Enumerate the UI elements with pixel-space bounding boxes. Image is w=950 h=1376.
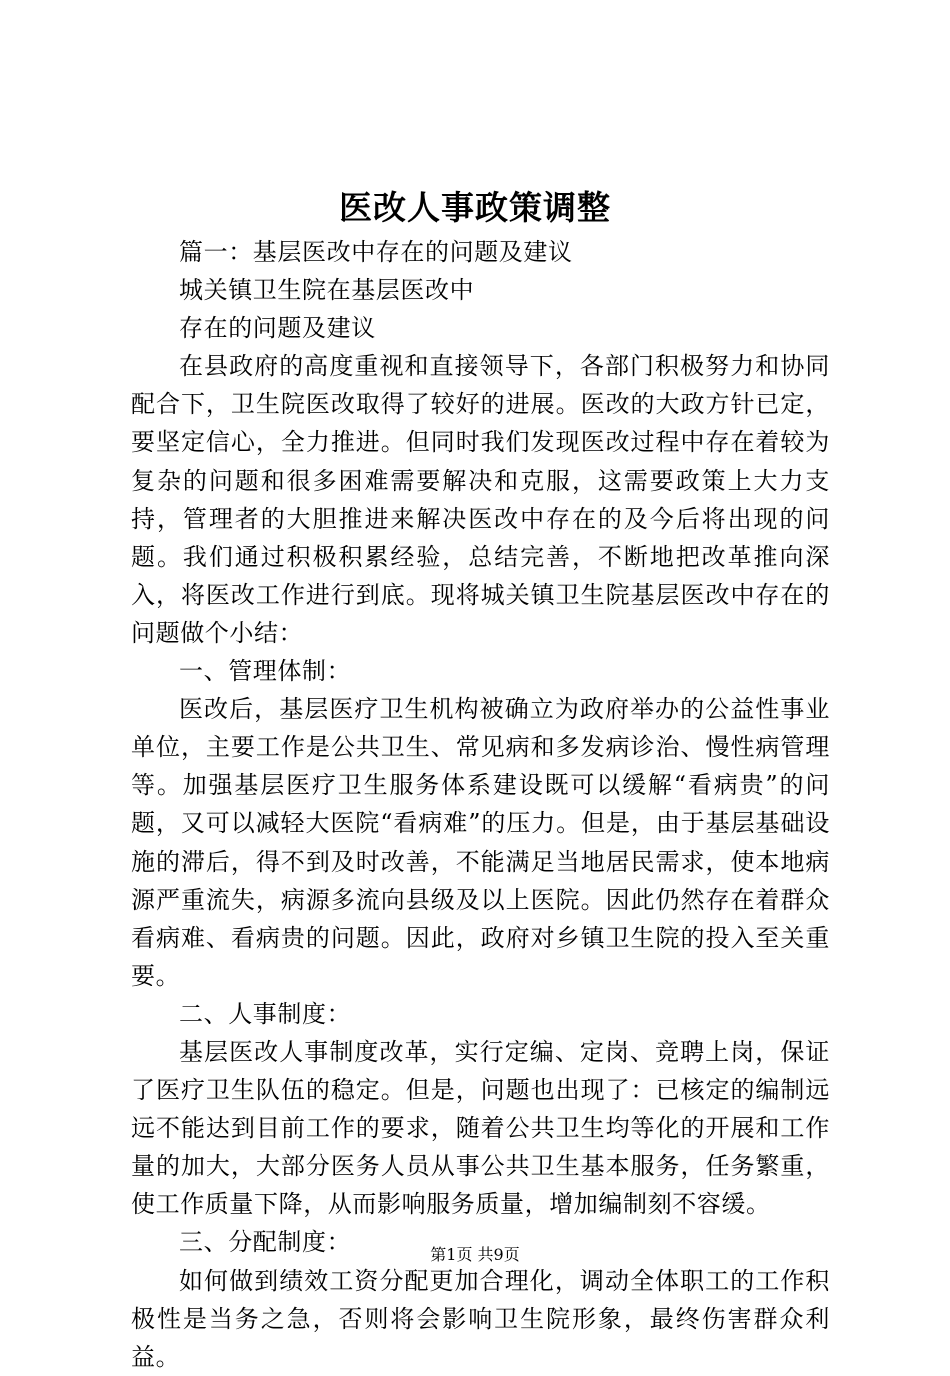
- article-heading-line-1: 城关镇卫生院在基层医改中: [179, 276, 475, 305]
- management-system-paragraph: 医改后，基层医疗卫生机构被确立为政府举办的公益性事业单位，主要工作是公共卫生、常见病和多发病诊治、慢性病管理等。加强基层医疗卫生服务体系建设既可以缓解“看病贵”的问题，又可以减轻大医院“看病难”的压力。但是，由于基层基础设施的滞后，得不到及时改善，不能满足当地居民需求，使本地病源严重流失，病源多流向县级及以上医院。因此仍然存在着群众看病难、看病贵的问题。因此，政府对乡镇卫生院的投入至关重要。: [131, 695, 830, 990]
- article-heading-line-2: 存在的问题及建议: [179, 314, 376, 343]
- document-title: 医改人事政策调整: [339, 188, 611, 227]
- subheading-personnel-system: 二、人事制度：: [179, 999, 352, 1028]
- subheading-distribution-system: 三、分配制度：: [179, 1228, 352, 1257]
- distribution-system-paragraph: 如何做到绩效工资分配更加合理化，调动全体职工的工作积极性是当务之急，否则将会影响卫生院形象，最终伤害群众利益。: [131, 1266, 830, 1371]
- intro-paragraph: 在县政府的高度重视和直接领导下，各部门积极努力和协同配合下，卫生院医改取得了较好的进展。医改的大政方针已定，要坚定信心，全力推进。但同时我们发现医改过程中存在着较为复杂的问题和很多困难需要解决和克服，这需要政策上大力支持，管理者的大胆推进来解决医改中存在的及今后将出现的问题。我们通过积极积累经验，总结完善，不断地把改革推向深入，将医改工作进行到底。现将城关镇卫生院基层医改中存在的问题做个小结：: [131, 352, 830, 647]
- subheading-management-system: 一、管理体制：: [179, 657, 352, 686]
- section-heading-part-one: 篇一：基层医改中存在的问题及建议: [179, 238, 573, 266]
- personnel-system-paragraph: 基层医改人事制度改革，实行定编、定岗、竞聘上岗，保证了医疗卫生队伍的稳定。但是，问题也出现了：已核定的编制远远不能达到目前工作的要求，随着公共卫生均等化的开展和工作量的加大，大部分医务人员从事公共卫生基本服务，任务繁重，使工作质量下降，从而影响服务质量，增加编制刻不容缓。: [131, 1037, 830, 1219]
- document-body: [131, 233, 830, 1376]
- page-footer: 第1页 共9页: [430, 1245, 520, 1264]
